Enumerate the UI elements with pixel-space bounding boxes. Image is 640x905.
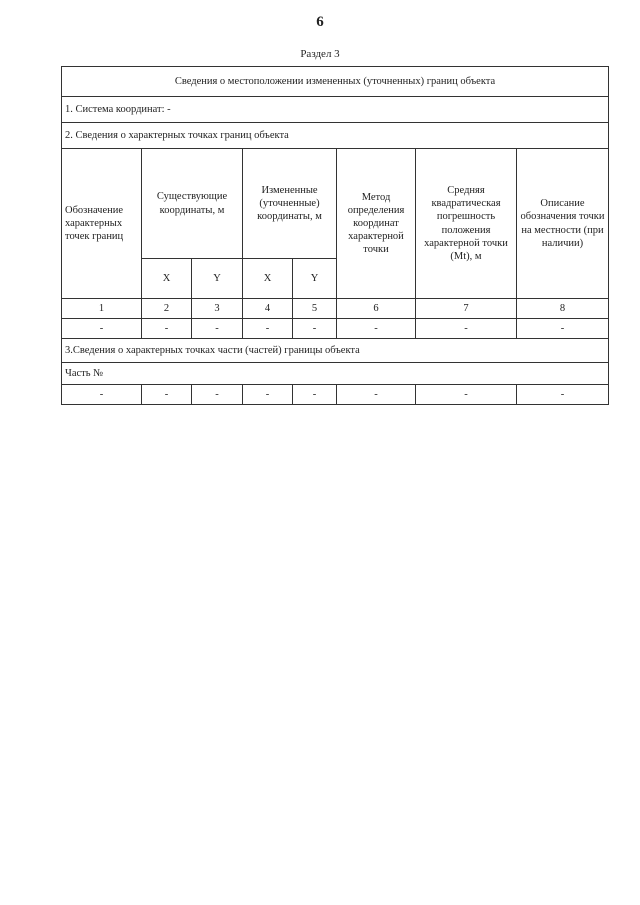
header-existing-coordinates: Существующие координаты, м xyxy=(142,149,243,259)
header-changed-x: X xyxy=(243,259,293,299)
table-cell: - xyxy=(243,319,293,339)
parts-heading: 3.Сведения о характерных точках части (частей) границы объекта xyxy=(62,339,609,363)
header-accuracy: Средняя квадратическая погрешность положения характерной точки (Mt), м xyxy=(416,149,517,299)
table-title: Сведения о местоположении измененных (уточненных) границ объекта xyxy=(62,67,609,97)
header-existing-x: X xyxy=(142,259,192,299)
coordinate-system: 1. Система координат: - xyxy=(62,97,609,123)
section-label: Раздел 3 xyxy=(300,48,340,60)
column-number: 3 xyxy=(192,299,243,319)
column-numbers-row xyxy=(62,299,609,319)
table-cell: - xyxy=(337,319,416,339)
table-cell: - xyxy=(192,319,243,339)
part-label: Часть № xyxy=(62,363,609,385)
table-cell: - xyxy=(337,385,416,405)
table-cell: - xyxy=(62,385,142,405)
header-changed-y: Y xyxy=(293,259,337,299)
points-heading: 2. Сведения о характерных точках границ объекта xyxy=(62,123,609,149)
page-number: 6 xyxy=(316,14,324,30)
table-cell: - xyxy=(243,385,293,405)
parts-data-row xyxy=(62,385,609,405)
column-number: 1 xyxy=(62,299,142,319)
table-cell: - xyxy=(517,385,609,405)
column-number: 7 xyxy=(416,299,517,319)
header-designation: Обозначение характерных точек границ xyxy=(62,149,142,299)
header-method: Метод определения координат характерной точки xyxy=(337,149,416,299)
table-cell: - xyxy=(142,319,192,339)
header-changed-coordinates: Измененные (уточненные) координаты, м xyxy=(243,149,337,259)
table-cell: - xyxy=(416,385,517,405)
boundary-table xyxy=(61,66,609,405)
column-number: 8 xyxy=(517,299,609,319)
table-cell: - xyxy=(416,319,517,339)
column-number: 5 xyxy=(293,299,337,319)
points-data-row xyxy=(62,319,609,339)
column-number: 6 xyxy=(337,299,416,319)
table-cell: - xyxy=(517,319,609,339)
table-cell: - xyxy=(142,385,192,405)
table-cell: - xyxy=(293,385,337,405)
column-number: 4 xyxy=(243,299,293,319)
column-number: 2 xyxy=(142,299,192,319)
header-existing-y: Y xyxy=(192,259,243,299)
table-cell: - xyxy=(192,385,243,405)
table-cell: - xyxy=(62,319,142,339)
header-description: Описание обозначения точки на местности (при наличии) xyxy=(517,149,609,299)
table-cell: - xyxy=(293,319,337,339)
